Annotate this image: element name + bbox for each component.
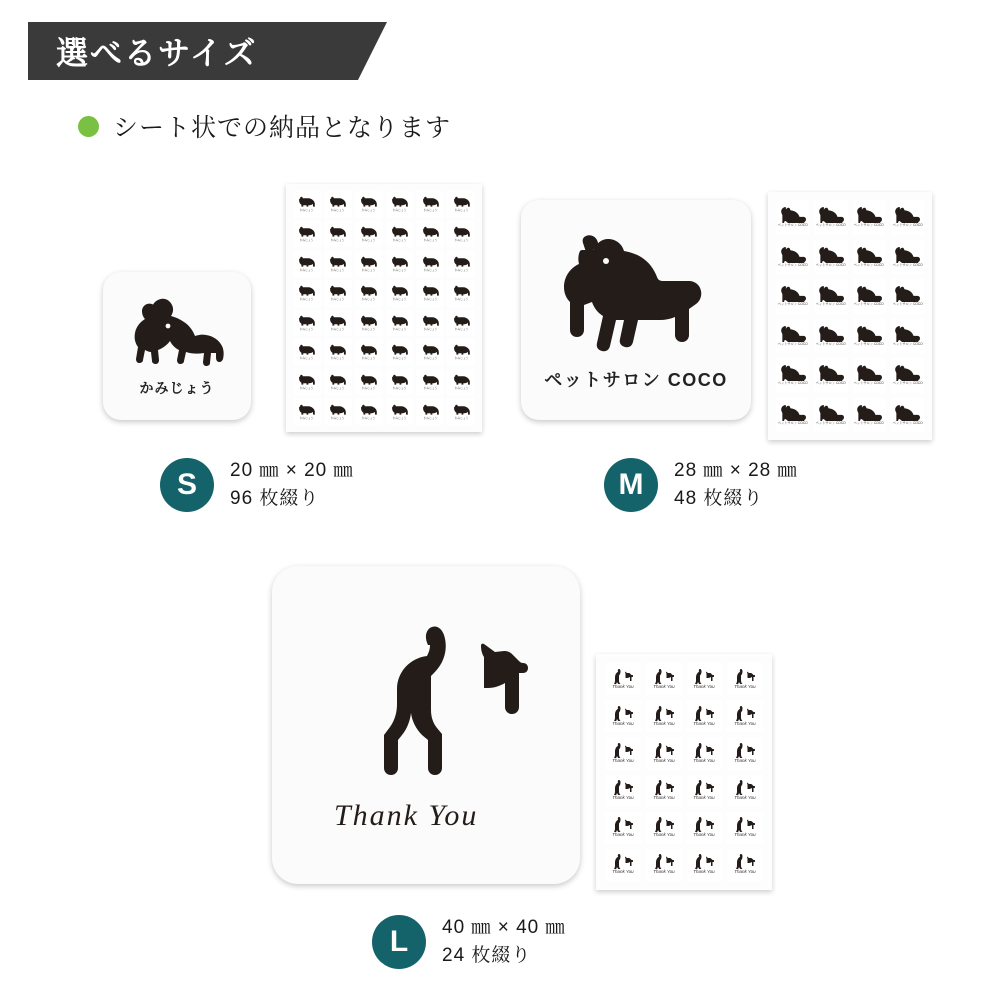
sheet-cell xyxy=(447,221,475,248)
sheet-cell xyxy=(447,191,475,218)
sheet-cell xyxy=(447,339,475,366)
size-text-large xyxy=(442,914,565,969)
sheet-cell xyxy=(687,737,723,769)
dog-schnauzer-icon xyxy=(548,228,724,352)
sheet-cell-label: かみじょう xyxy=(423,267,437,272)
sheet-cell-label: ペットサロン COCO xyxy=(815,263,846,267)
sheet-cell-label: かみじょう xyxy=(330,327,345,331)
sheet-cell xyxy=(776,279,809,314)
sheet-cell xyxy=(416,310,444,337)
sheet-cell xyxy=(416,398,444,425)
sheet-cell-label: かみじょう xyxy=(392,238,407,242)
sheet-cell xyxy=(727,812,763,844)
sheet-cell xyxy=(891,240,924,275)
sheet-cell xyxy=(416,221,444,248)
sheet-cell xyxy=(324,398,352,425)
sheet-cell-label: ペットサロン COCO xyxy=(777,381,808,386)
sheet-cell-label: ペットサロン COCO xyxy=(892,263,923,267)
sheet-cell-label: ペットサロン COCO xyxy=(815,381,846,386)
sheet-cell-label: ペットサロン COCO xyxy=(892,421,923,425)
sheet-cell-label: かみじょう xyxy=(330,297,345,302)
sheet-cell xyxy=(891,279,924,314)
card-caption-medium: ペットサロン COCO xyxy=(544,370,728,390)
sheet-cell xyxy=(853,240,886,275)
banner-tail xyxy=(358,22,387,80)
sheet-cell-label: ペットサロン COCO xyxy=(777,302,808,307)
sheet-cell-label: Thank You xyxy=(734,683,756,690)
sheet-cell xyxy=(853,319,886,354)
sheet-cell xyxy=(324,221,352,248)
sheet-cell xyxy=(605,775,641,807)
sheet-cell-label: かみじょう xyxy=(330,208,345,213)
sheet-cell-label: かみじょう xyxy=(361,208,376,213)
size-row-small xyxy=(160,457,353,512)
sheet-cell-label: かみじょう xyxy=(454,238,468,242)
sheet-cell xyxy=(853,358,886,393)
sheet-cell xyxy=(293,310,321,337)
sheet-cell xyxy=(293,339,321,366)
sheet-cell xyxy=(814,200,847,235)
sheet-cell-label: Thank You xyxy=(693,683,716,690)
sheet-cell xyxy=(891,358,924,393)
sheet-cell-label: かみじょう xyxy=(330,415,345,420)
sheet-cell-label: Thank You xyxy=(612,832,634,838)
sheet-cell-label: Thank You xyxy=(652,832,675,838)
product-card-large xyxy=(272,566,580,884)
sheet-cell-label: ペットサロン COCO xyxy=(854,421,885,425)
sheet-cell-label: かみじょう xyxy=(300,386,314,390)
sheet-cell-label: かみじょう xyxy=(392,297,407,302)
sheet-cell-label: かみじょう xyxy=(361,267,376,272)
sheet-cell-label: かみじょう xyxy=(300,208,314,213)
sheet-cell xyxy=(646,812,682,844)
sheet-cell xyxy=(727,849,763,881)
sheet-cell xyxy=(776,319,809,354)
sheet-cell xyxy=(324,310,352,337)
sheet-cell-label: Thank You xyxy=(734,832,756,838)
sheet-cell-label: かみじょう xyxy=(392,327,407,331)
sheet-cell xyxy=(386,191,414,218)
sheet-cell-label: ペットサロン COCO xyxy=(815,223,846,228)
sheet-cell xyxy=(814,240,847,275)
sheet-cell xyxy=(386,250,414,277)
size-row-medium xyxy=(604,457,797,512)
product-card-medium xyxy=(521,200,751,420)
sheet-cell xyxy=(293,280,321,307)
sheet-cell xyxy=(605,663,641,695)
sheet-cell xyxy=(324,339,352,366)
size-dimensions-medium: 28 ㎜ × 28 ㎜ xyxy=(674,460,798,481)
sheet-cell xyxy=(776,398,809,433)
sheet-cell xyxy=(355,250,383,277)
sheet-cell xyxy=(293,221,321,248)
sheet-cell xyxy=(386,310,414,337)
sheet-cell-label: かみじょう xyxy=(454,386,468,390)
sheet-cell xyxy=(324,250,352,277)
size-count-medium: 48 枚綴り xyxy=(674,487,764,509)
sheet-cell-label: ペットサロン COCO xyxy=(892,302,923,307)
sheet-cell-label: かみじょう xyxy=(361,386,376,390)
sheet-cell-label: かみじょう xyxy=(300,297,314,302)
sheet-cell xyxy=(646,775,682,807)
size-dimensions-large: 40 ㎜ × 40 ㎜ xyxy=(442,917,566,938)
thank-you-script xyxy=(326,787,526,839)
sheet-cell xyxy=(727,700,763,732)
sheet-cell-label: かみじょう xyxy=(300,415,314,420)
sheet-cell-label: Thank You xyxy=(612,869,634,876)
product-card-small xyxy=(103,272,251,420)
sheet-cell xyxy=(853,200,886,235)
sheet-cell xyxy=(605,849,641,881)
sheet-cell xyxy=(727,775,763,807)
sheet-cell xyxy=(386,398,414,425)
sheet-cell-label: ペットサロン COCO xyxy=(854,263,885,267)
sheet-cell-label: Thank You xyxy=(652,683,675,690)
sheet-cell xyxy=(891,319,924,354)
sheet-cell xyxy=(605,737,641,769)
sheet-cell-label: ペットサロン COCO xyxy=(892,381,923,386)
product-sheet-medium xyxy=(768,192,932,440)
size-badge-small: S xyxy=(160,458,214,512)
sheet-cell xyxy=(386,280,414,307)
sheet-cell xyxy=(447,280,475,307)
card-caption-small: かみじょう xyxy=(139,380,215,396)
sheet-cell-label: ペットサロン COCO xyxy=(777,263,808,267)
sheet-cell xyxy=(687,812,723,844)
sheet-cell-label: ペットサロン COCO xyxy=(892,342,923,346)
sheet-cell xyxy=(355,310,383,337)
sheet-cell-label: ペットサロン COCO xyxy=(777,223,808,228)
sheet-cell xyxy=(386,339,414,366)
sheet-cell xyxy=(355,191,383,218)
sheet-cell xyxy=(646,849,682,881)
sheet-cell-label: かみじょう xyxy=(454,327,468,331)
sheet-cell xyxy=(324,369,352,396)
sheet-cell-label: ペットサロン COCO xyxy=(854,302,885,307)
sheet-cell-label: Thank You xyxy=(734,758,756,764)
header-banner xyxy=(28,22,358,80)
sheet-cell-label: かみじょう xyxy=(300,356,314,361)
sheet-cell-label: かみじょう xyxy=(423,327,437,331)
sheet-cell xyxy=(727,737,763,769)
sheet-cell xyxy=(386,221,414,248)
sheet-cell xyxy=(447,398,475,425)
sheet-cell-label: かみじょう xyxy=(330,356,345,361)
sheet-cell xyxy=(324,191,352,218)
sheet-cell-label: かみじょう xyxy=(330,386,345,390)
sheet-cell-label: Thank You xyxy=(612,758,634,764)
sheet-cell xyxy=(776,240,809,275)
dog-cocker-spaniel-icon xyxy=(122,294,232,370)
size-badge-medium: M xyxy=(604,458,658,512)
sheet-cell xyxy=(416,250,444,277)
sheet-cell xyxy=(355,369,383,396)
sheet-cell-label: Thank You xyxy=(612,795,634,801)
sheet-cell xyxy=(293,369,321,396)
sheet-cell-label: かみじょう xyxy=(300,327,314,331)
sheet-cell-label: かみじょう xyxy=(330,267,345,272)
sheet-cell xyxy=(646,737,682,769)
sheet-cell-label: ペットサロン COCO xyxy=(815,302,846,307)
sheet-cell xyxy=(776,358,809,393)
size-badge-large: L xyxy=(372,915,426,969)
sheet-cell xyxy=(447,250,475,277)
size-count-large: 24 枚綴り xyxy=(442,944,532,966)
sheet-cell-label: ペットサロン COCO xyxy=(777,342,808,346)
sheet-cell-label: かみじょう xyxy=(392,386,407,390)
sheet-cell-label: ペットサロン COCO xyxy=(854,381,885,386)
sheet-cell xyxy=(687,775,723,807)
sheet-cell xyxy=(605,812,641,844)
sheet-cell-label: かみじょう xyxy=(361,327,376,331)
sheet-cell-label: かみじょう xyxy=(423,386,437,390)
sheet-cell xyxy=(324,280,352,307)
sheet-cell xyxy=(447,369,475,396)
size-text-small xyxy=(230,457,353,512)
sheet-cell-label: かみじょう xyxy=(300,267,314,272)
sheet-cell xyxy=(853,398,886,433)
sheet-cell xyxy=(355,221,383,248)
sheet-cell-label: かみじょう xyxy=(423,415,437,420)
sheet-cell-label: Thank You xyxy=(652,795,675,801)
sheet-cell xyxy=(646,663,682,695)
sheet-cell xyxy=(727,663,763,695)
sheet-cell-label: Thank You xyxy=(652,869,675,876)
sheet-cell-label: Thank You xyxy=(612,683,634,690)
sheet-cell-label: Thank You xyxy=(734,721,756,727)
sheet-cell xyxy=(416,280,444,307)
sheet-cell-label: Thank You xyxy=(652,721,675,727)
sheet-cell xyxy=(687,849,723,881)
sheet-cell xyxy=(776,200,809,235)
size-count-small: 96 枚綴り xyxy=(230,487,320,509)
cat-walking-icon xyxy=(321,611,531,781)
sheet-cell-label: かみじょう xyxy=(361,238,376,242)
product-sheet-large xyxy=(596,654,772,890)
sheet-cell-label: かみじょう xyxy=(423,238,437,242)
sheet-cell xyxy=(687,663,723,695)
sheet-cell-label: Thank You xyxy=(693,721,716,727)
sheet-cell-label: Thank You xyxy=(652,758,675,764)
sheet-cell xyxy=(646,700,682,732)
sheet-cell xyxy=(416,339,444,366)
sheet-cell xyxy=(355,280,383,307)
sheet-cell-label: かみじょう xyxy=(300,238,314,242)
sheet-cell-label: かみじょう xyxy=(454,356,468,361)
sheet-cell xyxy=(853,279,886,314)
sheet-cell-label: かみじょう xyxy=(392,267,407,272)
sheet-cell xyxy=(814,319,847,354)
sheet-cell-label: かみじょう xyxy=(361,415,376,420)
sheet-cell-label: かみじょう xyxy=(392,356,407,361)
sheet-cell xyxy=(416,191,444,218)
sheet-cell-label: Thank You xyxy=(693,758,716,764)
sheet-cell-label: かみじょう xyxy=(361,297,376,302)
sheet-cell xyxy=(687,700,723,732)
sheet-cell xyxy=(293,191,321,218)
sheet-cell xyxy=(416,369,444,396)
sheet-cell-label: Thank You xyxy=(612,721,634,727)
delivery-note-text: シート状での納品となります xyxy=(113,114,452,142)
delivery-note xyxy=(78,108,451,144)
sheet-cell xyxy=(814,279,847,314)
sheet-cell xyxy=(814,358,847,393)
sheet-cell xyxy=(605,700,641,732)
sheet-cell-label: Thank You xyxy=(693,832,716,838)
sheet-cell xyxy=(355,339,383,366)
sheet-cell-label: かみじょう xyxy=(454,267,468,272)
size-dimensions-small: 20 ㎜ × 20 ㎜ xyxy=(230,460,354,481)
sheet-cell-label: ペットサロン COCO xyxy=(815,342,846,346)
bullet-dot-icon xyxy=(78,116,99,137)
sheet-cell-label: Thank You xyxy=(734,869,756,876)
sheet-cell xyxy=(293,250,321,277)
sheet-cell-label: ペットサロン COCO xyxy=(892,223,923,228)
sheet-cell xyxy=(814,398,847,433)
page-title: 選べるサイズ xyxy=(56,35,258,71)
size-row-large xyxy=(372,914,565,969)
sheet-cell-label: かみじょう xyxy=(330,238,345,242)
sheet-cell-label: かみじょう xyxy=(423,297,437,302)
sheet-cell-label: かみじょう xyxy=(392,415,407,420)
sheet-cell-label: ペットサロン COCO xyxy=(854,223,885,228)
sheet-cell-label: Thank You xyxy=(734,795,756,801)
size-text-medium xyxy=(674,457,797,512)
sheet-cell-label: ペットサロン COCO xyxy=(854,342,885,346)
product-sheet-small xyxy=(286,184,482,432)
sheet-cell-label: かみじょう xyxy=(454,208,468,213)
sheet-cell xyxy=(447,310,475,337)
sheet-cell-label: ペットサロン COCO xyxy=(815,421,846,425)
sheet-cell-label: かみじょう xyxy=(454,297,468,302)
sheet-cell-label: Thank You xyxy=(693,869,716,876)
sheet-cell-label: Thank You xyxy=(693,795,716,801)
sheet-cell-label: かみじょう xyxy=(423,208,437,213)
sheet-cell-label: かみじょう xyxy=(392,208,407,213)
sheet-cell-label: ペットサロン COCO xyxy=(777,421,808,425)
sheet-cell xyxy=(891,200,924,235)
sheet-cell xyxy=(355,398,383,425)
sheet-cell-label: かみじょう xyxy=(423,356,437,361)
sheet-cell xyxy=(293,398,321,425)
sheet-cell-label: かみじょう xyxy=(361,356,376,361)
sheet-cell-label: かみじょう xyxy=(454,415,468,420)
sheet-cell xyxy=(386,369,414,396)
svg-text:Thank You: Thank You xyxy=(334,799,479,832)
sheet-cell xyxy=(891,398,924,433)
